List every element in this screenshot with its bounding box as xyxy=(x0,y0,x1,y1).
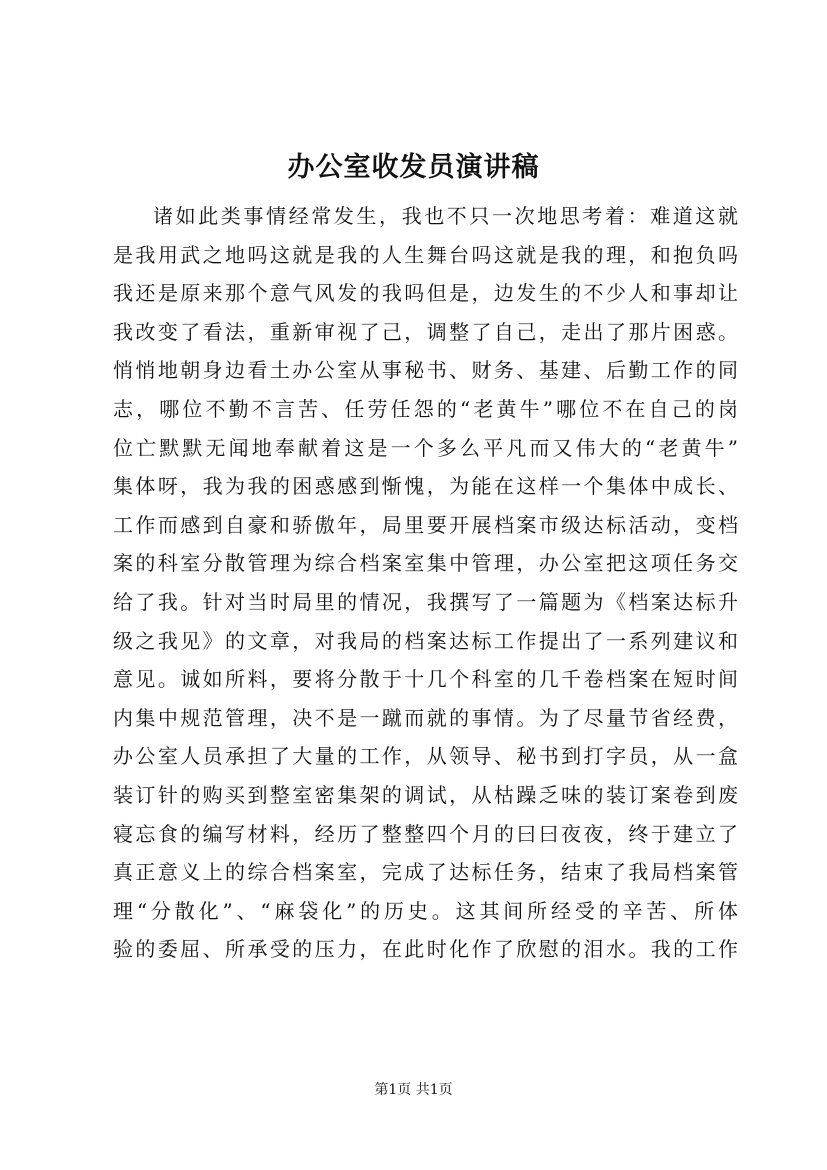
body-line: 验的委屈、所承受的压力，在此时化作了欣慰的泪水。我的工作 xyxy=(113,937,738,962)
body-line: 诸如此类事情经常发生，我也不只一次地思考着：难道这就 xyxy=(153,204,738,228)
body-line: 内集中规范管理，决不是一蹴而就的事情。为了尽量节省经费， xyxy=(113,705,738,730)
document-body xyxy=(113,197,738,969)
body-line: 寝忘食的编写材料，经历了整整四个月的曰曰夜夜，终于建立了 xyxy=(113,821,738,846)
body-line: 给了我。针对当时局里的情况，我撰写了一篇题为《档案达标升 xyxy=(113,589,738,614)
body-line: 理“分散化”、“麻袋化”的历史。这其间所经受的辛苦、所体 xyxy=(113,898,738,923)
body-line: 悄悄地朝身边看土办公室从事秘书、财务、基建、后勤工作的同 xyxy=(113,358,738,383)
body-line: 集体呀，我为我的困惑感到惭愧，为能在这样一个集体中成长、 xyxy=(113,474,738,499)
body-line: 办公室人员承担了大量的工作，从领导、秘书到打字员，从一盒 xyxy=(113,744,738,769)
body-line: 位亡默默无闻地奉献着这是一个多么平凡而又伟大的“老黄牛” xyxy=(113,435,738,460)
body-line: 我还是原来那个意气风发的我吗但是，边发生的不少人和事却让 xyxy=(113,281,738,306)
document-title: 办公室收发员演讲稿 xyxy=(287,152,540,183)
body-line: 级之我见》的文章，对我局的档案达标工作提出了一系列建议和 xyxy=(113,628,738,653)
body-line: 意见。诚如所料，要将分散于十几个科室的几千卷档案在短时间 xyxy=(113,667,738,692)
body-line: 真正意义上的综合档案室，完成了达标任务，结束了我局档案管 xyxy=(113,860,738,885)
body-line: 志，哪位不勤不言苦、任劳任怨的“老黄牛”哪位不在自己的岗 xyxy=(113,396,738,421)
body-line: 是我用武之地吗这就是我的人生舞台吗这就是我的理，和抱负吗 xyxy=(113,242,738,267)
body-line: 装订针的购买到整室密集架的调试，从枯躁乏味的装订案卷到废 xyxy=(113,782,738,807)
body-line: 案的科室分散管理为综合档案室集中管理，办公室把这项任务交 xyxy=(113,551,738,576)
body-line: 我改变了看法，重新审视了己，调整了自己，走出了那片困惑。 xyxy=(113,319,738,344)
page-footer: 第1页 共1页 xyxy=(374,1082,453,1098)
body-line: 工作而感到自豪和骄傲年，局里要开展档案市级达标活动，变档 xyxy=(113,512,738,537)
